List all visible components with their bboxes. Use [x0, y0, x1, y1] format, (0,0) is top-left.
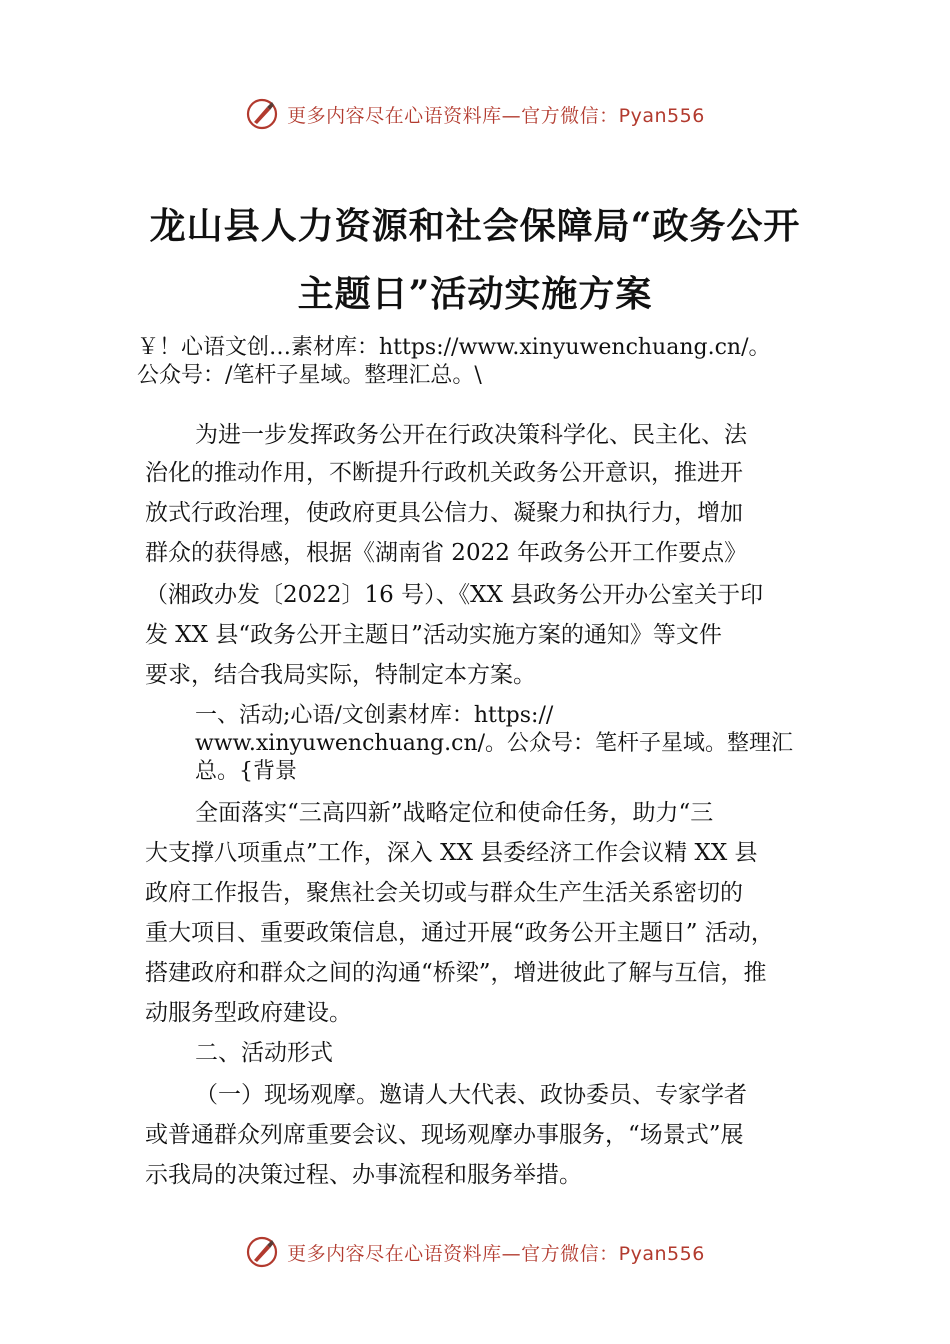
paragraph-1-line: 治化的推动作用，不断提升行政机关政务公开意识，推进开: [145, 460, 743, 486]
paragraph-2-line: 动服务型政府建设。: [145, 1000, 352, 1026]
paragraph-2-line: 重大项目、重要政策信息，通过开展“政务公开主题日” 活动，: [145, 920, 774, 946]
paragraph-1-line: 要求，结合我局实际，特制定本方案。: [145, 662, 536, 688]
paragraph-2-line: 全面落实“三高四新”战略定位和使命任务，助力“三: [195, 800, 714, 826]
paragraph-3-line: 示我局的决策过程、办事流程和服务举措。: [145, 1162, 582, 1188]
document-title-line-1: 龙山县人力资源和社会保障局“政务公开: [149, 205, 801, 247]
pen-logo-icon: [245, 1235, 279, 1269]
header-banner-text: 更多内容尽在心语资料库—官方微信：Pyan556: [287, 104, 705, 127]
section-1-heading: 总。{背景: [195, 759, 297, 784]
pen-logo-icon: [245, 97, 279, 131]
paragraph-1-line: （湘政办发〔2022〕16 号）、《XX 县政务公开办公室关于印: [145, 582, 764, 608]
paragraph-3-line: （一）现场观摩。邀请人大代表、政协委员、专家学者: [195, 1082, 747, 1108]
source-note-line-2: 公众号：/笔杆子星域。整理汇总。\: [137, 363, 482, 388]
section-1-heading: 一、活动;心语/文创素材库：https://: [195, 703, 554, 728]
paragraph-1-line: 放式行政治理，使政府更具公信力、凝聚力和执行力，增加: [145, 500, 743, 526]
paragraph-3-line: 或普通群众列席重要会议、现场观摩办事服务，“场景式”展: [145, 1122, 744, 1148]
paragraph-2-line: 大支撑八项重点”工作，深入 XX 县委经济工作会议精 XX 县: [145, 840, 758, 866]
section-1-heading: www.xinyuwenchuang.cn/。公众号：笔杆子星域。整理汇: [195, 731, 794, 756]
paragraph-1-line: 发 XX 县“政务公开主题日”活动实施方案的通知》等文件: [145, 622, 722, 648]
section-2-heading: 二、活动形式: [195, 1040, 333, 1066]
footer-banner-text: 更多内容尽在心语资料库—官方微信：Pyan556: [287, 1242, 705, 1265]
paragraph-2-line: 搭建政府和群众之间的沟通“桥梁”，增进彼此了解与互信，推: [145, 960, 767, 986]
paragraph-1-line: 为进一步发挥政务公开在行政决策科学化、民主化、法: [195, 422, 747, 448]
paragraph-2-line: 政府工作报告，聚焦社会关切或与群众生产生活关系密切的: [145, 880, 743, 906]
paragraph-1-line: 群众的获得感，根据《湖南省 2022 年政务公开工作要点》: [145, 540, 748, 566]
source-note-line-1: ￥！心语文创…素材库：https://www.xinyuwenchuang.cn/。: [137, 335, 771, 360]
document-title-line-2: 主题日”活动实施方案: [297, 273, 653, 315]
footer-banner: [0, 1232, 950, 1272]
header-banner: [0, 94, 950, 134]
